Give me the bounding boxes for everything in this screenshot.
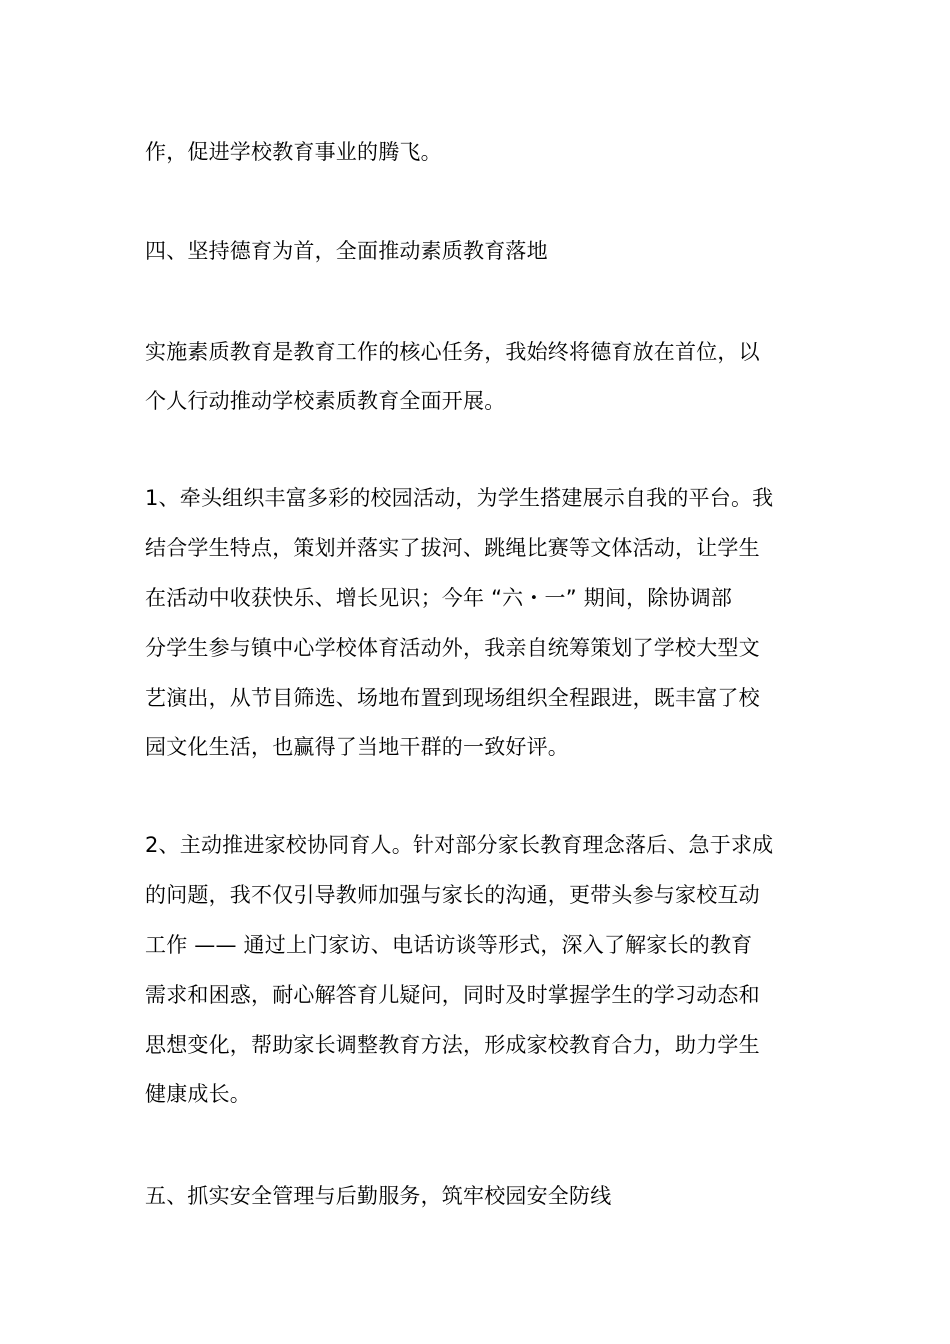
text-line: 艺演出，从节目筛选、场地布置到现场组织全程跟进，既丰富了校 bbox=[145, 686, 760, 710]
text-line: 需求和困惑，耐心解答育儿疑问，同时及时掌握学生的学习动态和 bbox=[145, 983, 760, 1007]
text-line: 作，促进学校教育事业的腾飞。 bbox=[145, 140, 442, 164]
text-line: 在活动中收获快乐、增长见识；今年 “六・一” 期间，除协调部 bbox=[145, 586, 733, 610]
text-line: 园文化生活，也赢得了当地干群的一致好评。 bbox=[145, 735, 569, 759]
section-heading: 五、抓实安全管理与后勤服务，筑牢校园安全防线 bbox=[145, 1184, 612, 1208]
text-line: 个人行动推动学校素质教育全面开展。 bbox=[145, 389, 506, 413]
text-line: 1、牵头组织丰富多彩的校园活动，为学生搭建展示自我的平台。我 bbox=[145, 486, 774, 510]
text-line: 实施素质教育是教育工作的核心任务，我始终将德育放在首位，以 bbox=[145, 340, 760, 364]
text-line: 思想变化，帮助家长调整教育方法，形成家校教育合力，助力学生 bbox=[145, 1033, 760, 1057]
text-line: 2、主动推进家校协同育人。针对部分家长教育理念落后、急于求成 bbox=[145, 833, 774, 857]
section-heading: 四、坚持德育为首，全面推动素质教育落地 bbox=[145, 239, 548, 263]
text-line: 的问题，我不仅引导教师加强与家长的沟通，更带头参与家校互动 bbox=[145, 883, 760, 907]
text-line: 工作 —— 通过上门家访、电话访谈等形式，深入了解家长的教育 bbox=[145, 933, 753, 957]
text-line: 分学生参与镇中心学校体育活动外，我亲自统筹策划了学校大型文 bbox=[145, 636, 760, 660]
text-line: 健康成长。 bbox=[145, 1082, 251, 1106]
text-line: 结合学生特点，策划并落实了拔河、跳绳比赛等文体活动，让学生 bbox=[145, 536, 760, 560]
